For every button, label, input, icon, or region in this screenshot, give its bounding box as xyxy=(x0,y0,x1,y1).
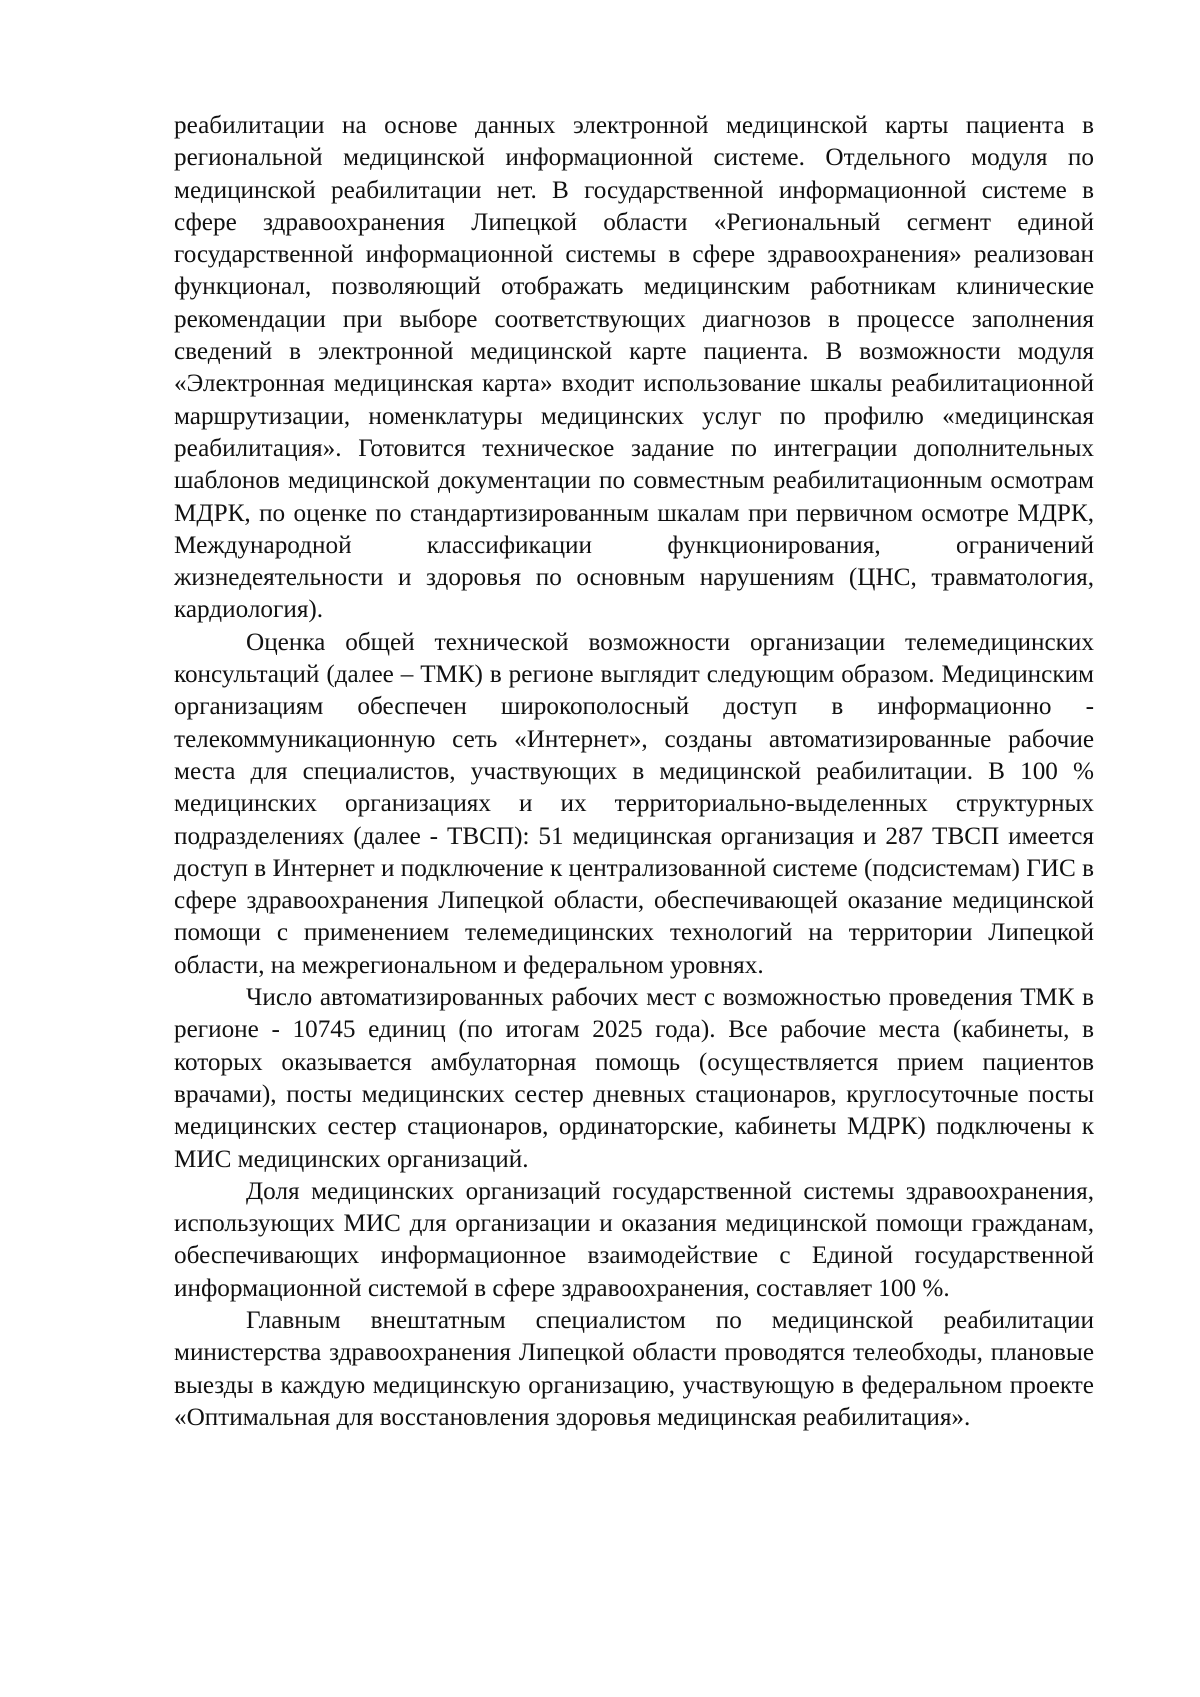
paragraph-chief-specialist: Главным внештатным специалистом по медицинской реабилитации министерства здравоохранения Липецкой области проводятся телеобходы, плановые выезды в каждую медицинскую организацию, участвующую в федеральном проекте «Оптимальная для восстановления здоровья медицинская реабилитация». xyxy=(174,1306,1094,1431)
paragraph-ehr-rehabilitation: реабилитации на основе данных электронной медицинской карты пациента в региональной медицинской информационной системе. Отдельного модуля по медицинской реабилитации нет. В государственной информационной системе в сфере здравоохранения Липецкой области «Региональный сегмент единой государственной информационной системы в сфере здравоохранения» реализован функционал, позволяющий отображать медицинским работникам клинические рекомендации при выборе соответствующих диагнозов в процессе заполнения сведений в электронной медицинской карте пациента. В возможности модуля «Электронная медицинская карта» входит использование шкалы реабилитационной маршрутизации, номенклатуры медицинских услуг по профилю «медицинская реабилитация». Готовится техническое задание по интеграции дополнительных шаблонов медицинской документации по совместным реабилитационным осмотрам МДРК, по оценке по стандартизированным шкалам при первичном осмотре МДРК, Международной классификации функционирования, ограничений жизнедеятельности и здоровья по основным нарушениям (ЦНС, травматология, кардиология). xyxy=(174,112,1094,624)
paragraph-telemedicine-assessment: Оценка общей технической возможности организации телемедицинских консультаций (далее – ТМК) в регионе выглядит следующим образом. Медицинским организациям обеспечен широкополосный доступ в информационно - телекоммуникационную сеть «Интернет», созданы автоматизированные рабочие места для специалистов, участвующих в медицинской реабилитации. В 100 % медицинских организациях и их территориально-выделенных структурных подразделениях (далее - ТВСП): 51 медицинская организация и 287 ТВСП имеется доступ в Интернет и подключение к централизованной системе (подсистемам) ГИС в сфере здравоохранения Липецкой области, обеспечивающей оказание медицинской помощи с применением телемедицинских технологий на территории Липецкой области, на межрегиональном и федеральном уровнях. xyxy=(174,628,1094,979)
paragraph-workstations-count: Число автоматизированных рабочих мест с возможностью проведения ТМК в регионе - 10745 единиц (по итогам 2025 года). Все рабочие места (кабинеты, в которых оказывается амбулаторная помощь (осуществляется прием пациентов врачами), посты медицинских сестер дневных стационаров, круглосуточные посты медицинских сестер стационаров, ординаторские, кабинеты МДРК) подключены к МИС медицинских организаций. xyxy=(174,984,1094,1173)
paragraph-mis-share: Доля медицинских организаций государственной системы здравоохранения, использующих МИС для организации и оказания медицинской помощи гражданам, обеспечивающих информационное взаимодействие с Единой государственной информационной системой в сфере здравоохранения, составляет 100 %. xyxy=(174,1177,1094,1302)
document-page xyxy=(174,110,1094,1434)
